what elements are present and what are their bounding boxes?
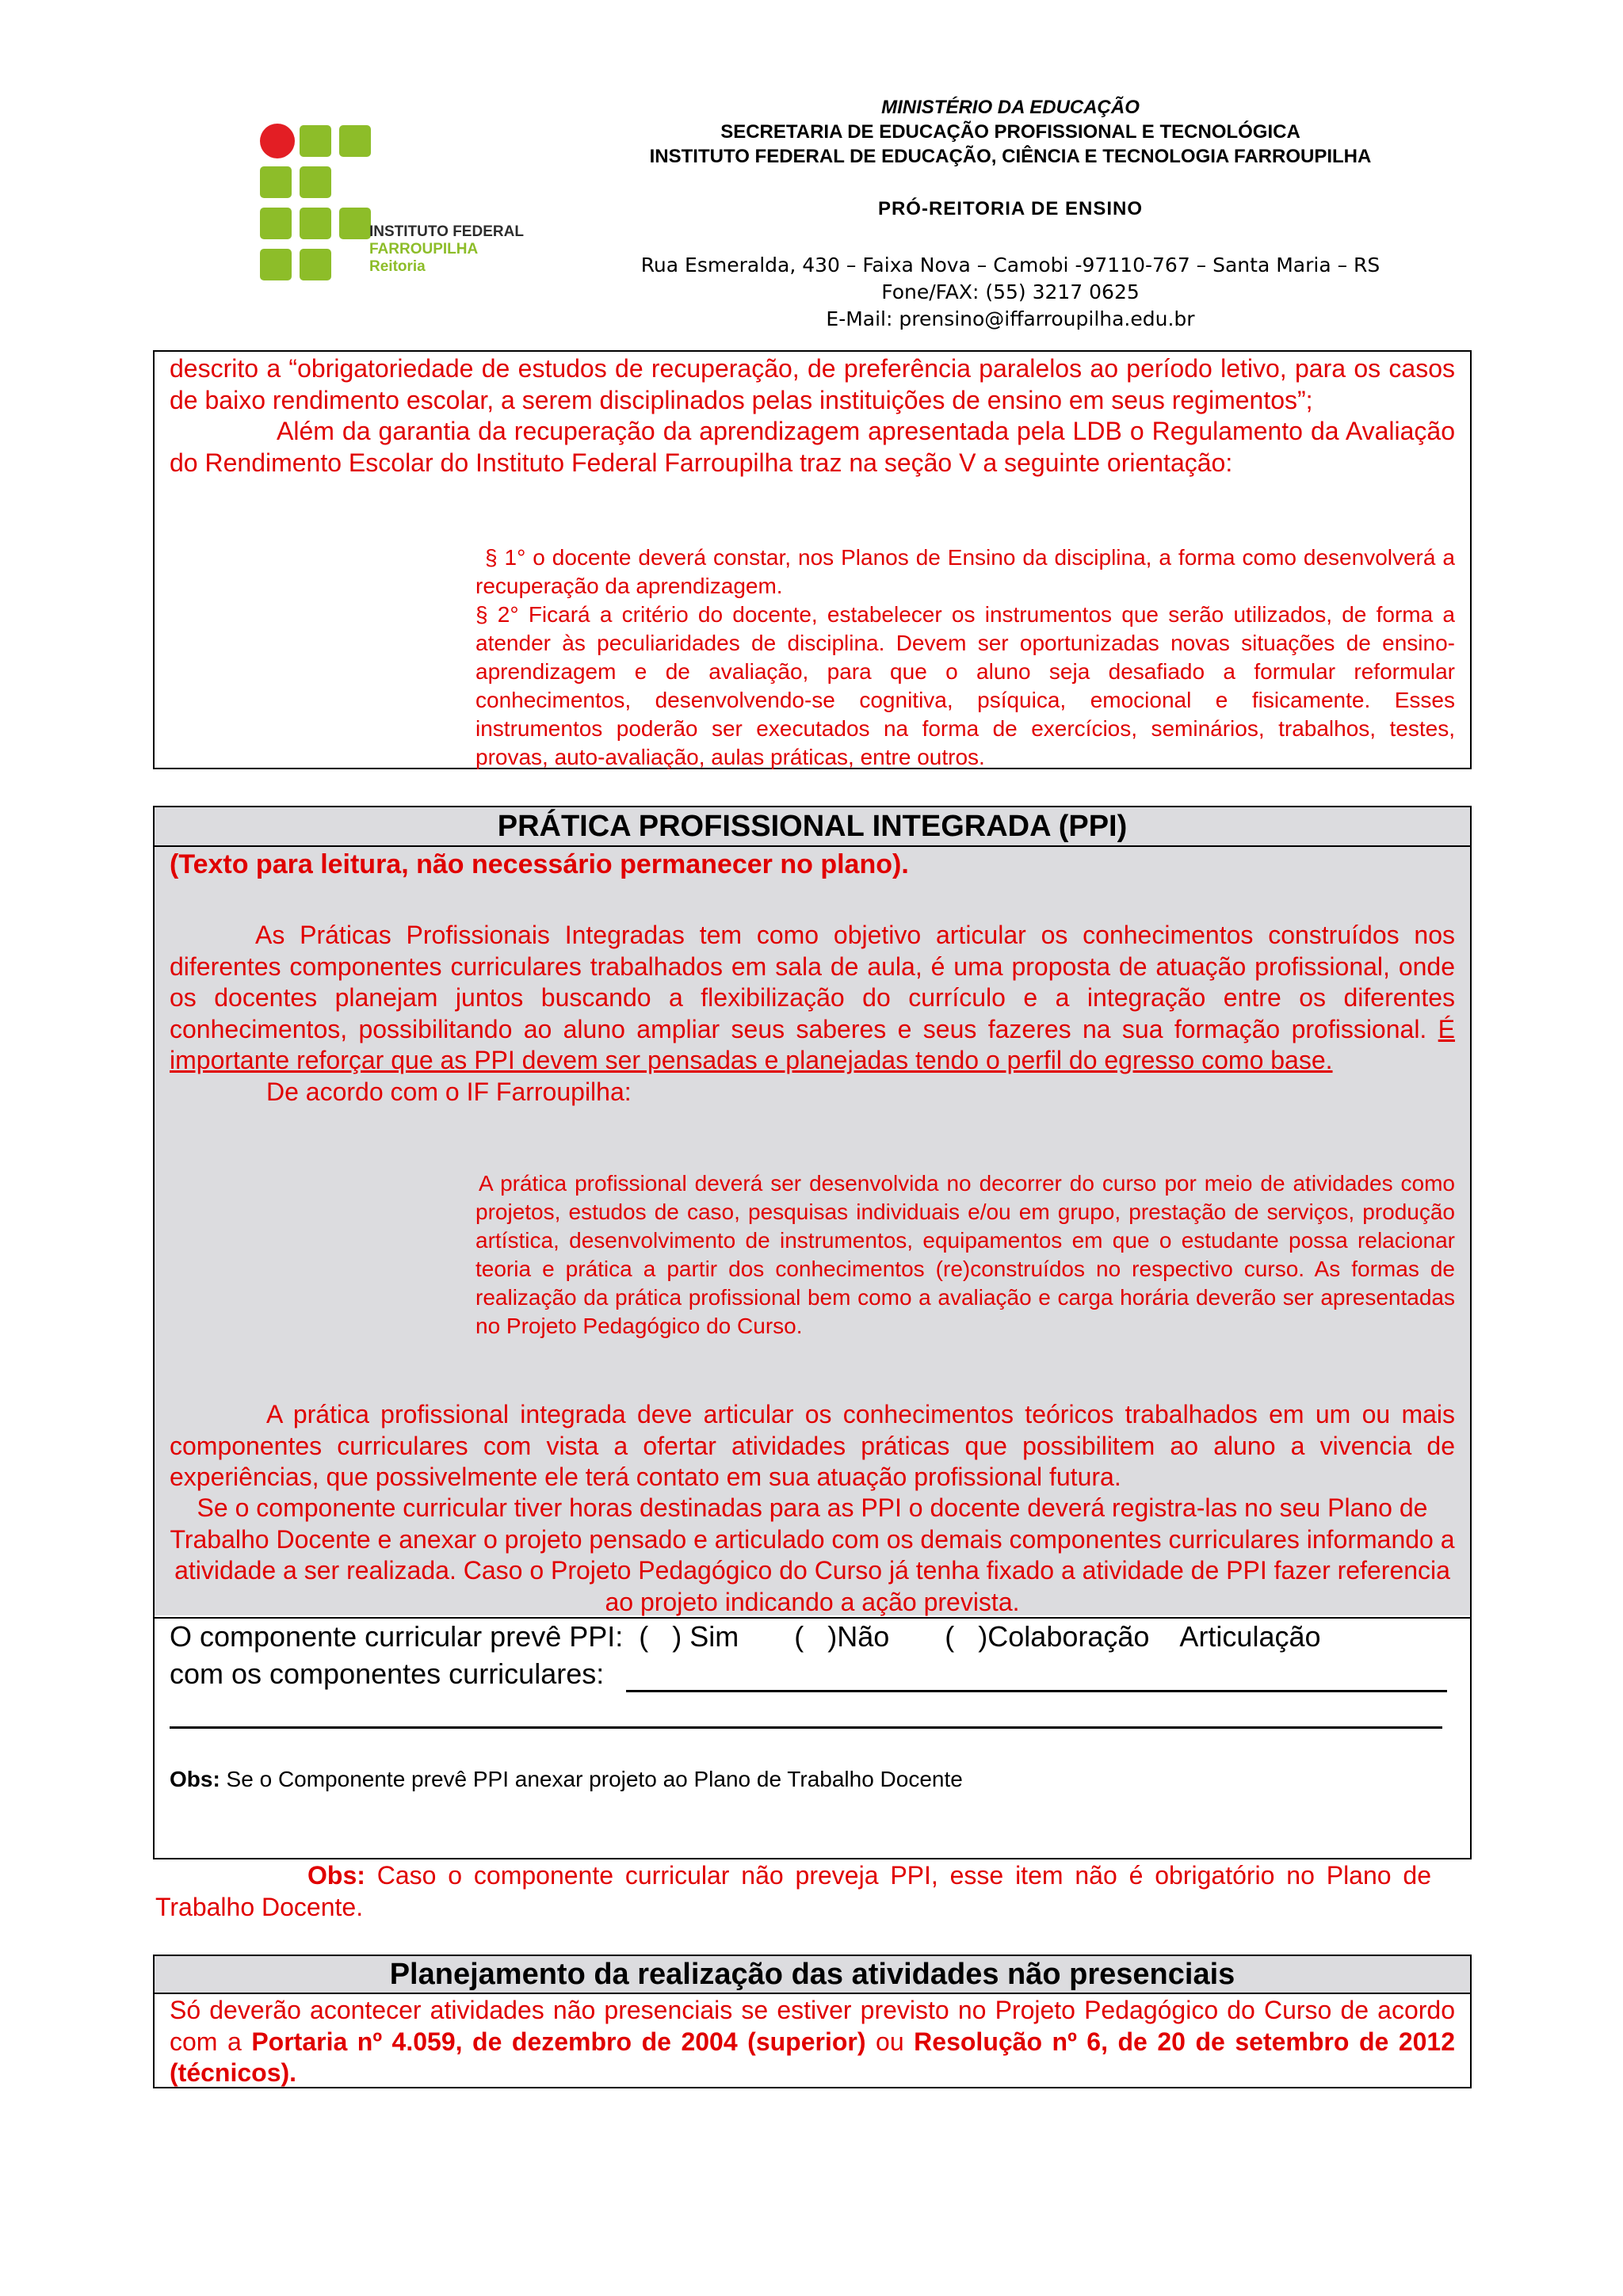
ppi-question: O componente curricular prevê PPI: ( ) Sim ( )Não ( )Colaboração Articulação [170,1620,1321,1653]
ppi-paragraph-4: Se o componente curricular tiver horas destinadas para as PPI o docente deverá registra-las no seu Plano de Trabalho Docente e anexar o projeto pensado e articulado com os demais componentes curriculares informando a atividade a ser realizada. Caso o Projeto Pedagógico do Curso já tenha fixado a atividade de PPI fazer referencia ao projeto indicando a ação prevista. [170,1493,1455,1616]
ppi-paragraph-1-underlined: É importante reforçar que as PPI devem ser pensadas e planejadas tendo o perfil do egresso como base. [170,1014,1456,1074]
recovery-paragraph-2 [170,416,1455,479]
logo-square [260,208,292,239]
ppi-quote-text [475,1169,1455,1341]
header-address: Rua Esmeralda, 430 – Faixa Nova – Camobi -97110-767 – Santa Maria – RS [640,254,1381,277]
recovery-paragraph-2-text: Além da garantia da recuperação da aprendizagem apresentada pela LDB o Regulamento da Avaliação do Rendimento Escolar do Instituto Federal Farroupilha traz na seção V a seguinte orientação: [170,417,1455,477]
logo-line-2: FARROUPILHA [369,241,479,257]
nonpresential-title: Planejamento da realização das atividades não presenciais [389,1958,1235,1991]
logo-line-1: INSTITUTO FEDERAL [369,223,524,240]
ppi-subtitle: (Texto para leitura, não necessário permanecer no plano). [170,849,909,879]
nonpresential-resolucao: Resolução nº 6, de 20 de setembro de 2012 (técnicos). [170,2027,1456,2087]
logo-square [260,166,292,198]
logo-wordmark [369,223,524,276]
ppi-paragraph-3-wrap [170,1399,1455,1493]
ppi-paragraph-1 [170,920,1455,1077]
ppi-form-obs-text: Se o Componente prevê PPI anexar projeto ao Plano de Trabalho Docente [220,1767,963,1791]
logo-square [300,166,331,198]
nonpresential-body [170,1995,1455,2089]
ppi-paragraph-2 [170,1077,1455,1108]
logo-red-circle [260,124,295,158]
ppi-title-divider [155,845,1470,847]
recovery-body [170,353,1455,479]
logo-square [260,249,292,280]
ppi-paragraph-4-wrap [170,1493,1455,1618]
header-secretariat: SECRETARIA DE EDUCAÇÃO PROFISSIONAL E TECNOLÓGICA [720,121,1300,143]
ppi-paragraph-3-text: A prática profissional integrada deve articular os conhecimentos teóricos trabalhados em um ou mais componentes curriculares com vista a ofertar atividades práticas que possibilitem ao aluno a vivencia de experiências, que possivelmente ele terá contato em sua atuação profissional futura. [170,1400,1455,1491]
articulation-answer-line-2[interactable] [170,1726,1442,1729]
header-institute: INSTITUTO FEDERAL DE EDUCAÇÃO, CIÊNCIA E TECNOLOGIA FARROUPILHA [649,146,1372,167]
logo-square [339,208,371,239]
logo-square [300,125,331,157]
ppi-title: PRÁTICA PROFISSIONAL INTEGRADA (PPI) [497,810,1128,843]
ppi-paragraph-2-text: De acordo com o IF Farroupilha: [266,1077,632,1106]
recovery-quote-1 [475,543,1455,601]
ppi-optional-note-text [155,1860,1431,1923]
articulation-answer-line-1[interactable] [626,1690,1447,1692]
header-ministry: MINISTÉRIO DA EDUCAÇÃO [881,97,1140,118]
recovery-quote-1-text: § 1° o docente deverá constar, nos Planos de Ensino da disciplina, a forma como desenvolverá a recuperação da aprendizagem. [475,545,1455,598]
ppi-intro [170,920,1455,1108]
logo-square [300,208,331,239]
logo-square [300,249,331,280]
header-phone: Fone/FAX: (55) 3217 0625 [881,280,1140,303]
ppi-paragraph-1-text: As Práticas Profissionais Integradas tem como objetivo articular os conhecimentos construídos nos diferentes componentes curriculares trabalhados em sala de aula, é uma proposta de atuação profissional, onde os docentes planejam juntos buscando a flexibilização do currículo e a integração entre os diferentes conhecimentos, possibilitando ao aluno ampliar seus saberes e seus fazeres na sua formação profissional. [170,921,1455,1043]
header-email: E-Mail: prensino@iffarroupilha.edu.br [826,307,1195,330]
ppi-paragraph-3 [170,1399,1455,1493]
ppi-form-obs-label: Obs: [170,1767,220,1791]
nonpresential-text-b: ou [865,2027,915,2056]
recovery-quote-2: § 2° Ficará a critério do docente, estabelecer os instrumentos que serão utilizados, de forma a atender às peculiaridades de disciplina. Devem ser oportunizadas novas situações de ensino-aprendizagem e de avaliação, para que o aluno seja desafiado a formular reformular conhecimentos, desenvolvendo-se cognitiva, psíquica, emocional e fisicamente. Esses instrumentos poderão ser executados na forma de exercícios, seminários, trabalhos, testes, provas, auto-avaliação, aulas práticas, entre outros. [475,602,1455,769]
obs-note-text: Caso o componente curricular não preveja PPI, esse item não é obrigatório no Plano de Trabalho Docente. [155,1861,1431,1921]
recovery-paragraph-1: descrito a “obrigatoriedade de estudos de recuperação, de preferência paralelos ao período letivo, para os casos de baixo rendimento escolar, a serem disciplinados pelas instituições de ensino em seus regimentos”; [170,354,1455,414]
ppi-quote [475,1169,1455,1341]
ppi-quote-body: A prática profissional deverá ser desenvolvida no decorrer do curso por meio de atividades como projetos, estudos de caso, pesquisas individuais e/ou em grupo, prestação de serviços, produção artística, desenvolvimento de instrumentos, equipamentos em que o estudante possa relacionar teoria e prática a partir dos conhecimentos (re)construídos no respectivo curso. As formas de realização da prática profissional bem como a avaliação e carga horária deverão ser apresentadas no Projeto Pedagógico do Curso. [475,1171,1455,1338]
nonpresential-portaria: Portaria nº 4.059, de dezembro de 2004 (superior) [251,2027,866,2056]
ppi-question-line-2: com os componentes curriculares: [170,1657,605,1690]
obs-note-label: Obs: [307,1861,365,1890]
nonpresential-text-a: Só deverão acontecer atividades não presenciais se estiver previsto no Projeto Pedagógico do Curso de acordo com a [170,1996,1455,2056]
ppi-form-obs [170,1765,963,1794]
logo-square [339,125,371,157]
recovery-quote [475,543,1455,772]
ppi-optional-note [155,1860,1431,1923]
logo-line-3: Reitoria [369,258,426,275]
nonpresential-text [170,1995,1455,2089]
institute-logo [260,124,371,287]
header-office: PRÓ-REITORIA DE ENSINO [877,198,1144,219]
